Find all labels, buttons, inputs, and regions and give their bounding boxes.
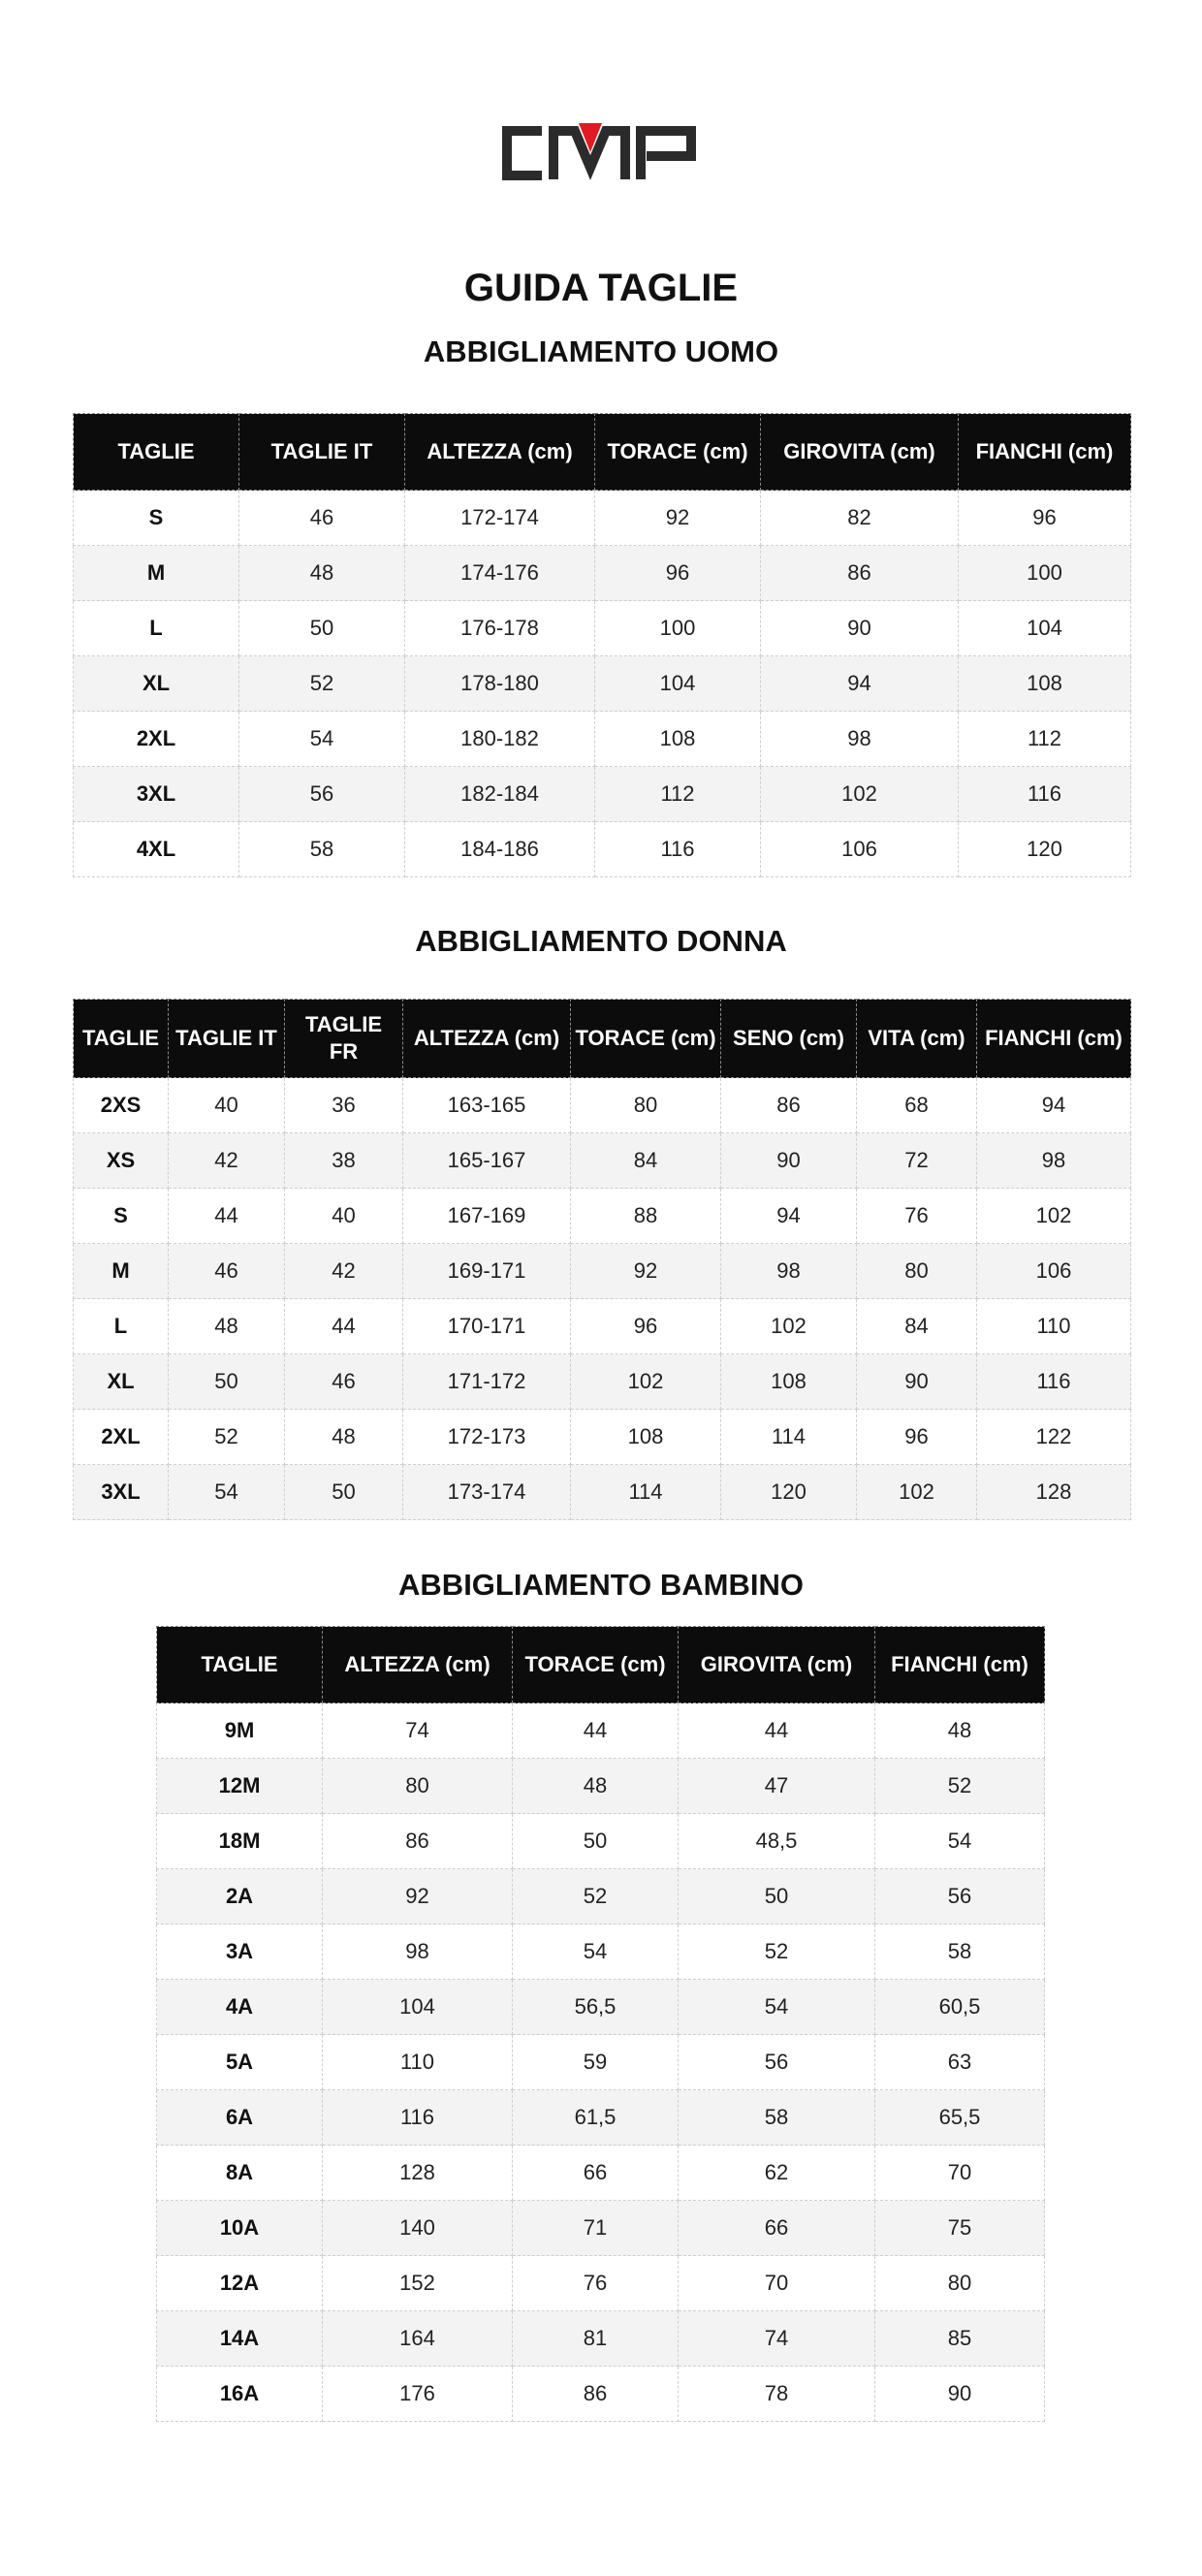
measure-cell: 104 [959, 601, 1131, 656]
size-cell: 9M [157, 1703, 323, 1759]
table-row [157, 2035, 1045, 2090]
size-cell: L [74, 1299, 169, 1354]
measure-cell: 82 [761, 491, 959, 546]
measure-cell: 81 [513, 2311, 679, 2367]
measure-cell: 98 [977, 1133, 1131, 1189]
measure-cell: 50 [513, 1814, 679, 1869]
measure-cell: 38 [285, 1133, 403, 1189]
measure-cell: 52 [679, 1924, 875, 1980]
cmp-logo [499, 123, 705, 189]
measure-cell: 44 [285, 1299, 403, 1354]
size-cell: 3XL [74, 767, 239, 822]
measure-cell: 54 [875, 1814, 1045, 1869]
measure-cell: 120 [721, 1465, 857, 1520]
size-cell: 4XL [74, 822, 239, 877]
size-cell: M [74, 546, 239, 601]
size-cell: XL [74, 1354, 169, 1410]
measure-cell: 106 [761, 822, 959, 877]
measure-cell: 78 [679, 2367, 875, 2422]
size-cell: 12A [157, 2256, 323, 2311]
measure-cell: 176 [323, 2367, 513, 2422]
measure-cell: 80 [571, 1078, 721, 1133]
measure-cell: 90 [857, 1354, 977, 1410]
table-row [157, 2256, 1045, 2311]
measure-cell: 58 [875, 1924, 1045, 1980]
measure-cell: 112 [595, 767, 761, 822]
measure-cell: 90 [761, 601, 959, 656]
measure-cell: 50 [169, 1354, 285, 1410]
section-title-uomo: ABBIGLIAMENTO UOMO [423, 334, 779, 368]
measure-cell: 54 [169, 1465, 285, 1520]
table-header-row [157, 1627, 1045, 1703]
measure-cell: 52 [169, 1410, 285, 1465]
size-cell: XS [74, 1133, 169, 1189]
measure-cell: 165-167 [403, 1133, 571, 1189]
size-table-uomo [73, 413, 1131, 877]
measure-cell: 112 [959, 712, 1131, 767]
measure-cell: 94 [761, 656, 959, 712]
measure-cell: 65,5 [875, 2090, 1045, 2146]
table-row [157, 1869, 1045, 1924]
size-cell: 4A [157, 1980, 323, 2035]
measure-cell: 52 [239, 656, 405, 712]
column-header: ALTEZZA (cm) [405, 414, 595, 491]
section-title-bambino: ABBIGLIAMENTO BAMBINO [398, 1568, 804, 1602]
measure-cell: 50 [239, 601, 405, 656]
column-header: ALTEZZA (cm) [403, 1000, 571, 1078]
measure-cell: 40 [285, 1189, 403, 1244]
table-row [74, 1133, 1131, 1189]
measure-cell: 56 [239, 767, 405, 822]
size-cell: S [74, 491, 239, 546]
size-cell: 16A [157, 2367, 323, 2422]
table-row [74, 1078, 1131, 1133]
measure-cell: 47 [679, 1759, 875, 1814]
measure-cell: 116 [977, 1354, 1131, 1410]
measure-cell: 54 [239, 712, 405, 767]
size-table-donna [73, 999, 1131, 1520]
measure-cell: 116 [959, 767, 1131, 822]
measure-cell: 92 [323, 1869, 513, 1924]
measure-cell: 104 [595, 656, 761, 712]
size-cell: S [74, 1189, 169, 1244]
measure-cell: 140 [323, 2201, 513, 2256]
measure-cell: 52 [513, 1869, 679, 1924]
measure-cell: 54 [513, 1924, 679, 1980]
column-header: TAGLIE [74, 414, 239, 491]
measure-cell: 44 [169, 1189, 285, 1244]
table-header-row [74, 1000, 1131, 1078]
size-cell: M [74, 1244, 169, 1299]
table-row [74, 546, 1131, 601]
measure-cell: 102 [761, 767, 959, 822]
table-row [74, 1410, 1131, 1465]
measure-cell: 74 [323, 1703, 513, 1759]
measure-cell: 152 [323, 2256, 513, 2311]
measure-cell: 108 [959, 656, 1131, 712]
size-cell: 2XS [74, 1078, 169, 1133]
measure-cell: 66 [679, 2201, 875, 2256]
measure-cell: 100 [595, 601, 761, 656]
measure-cell: 102 [857, 1465, 977, 1520]
size-cell: L [74, 601, 239, 656]
table-row [74, 1354, 1131, 1410]
column-header: TAGLIE FR [285, 1000, 403, 1078]
table-row [74, 767, 1131, 822]
table-row [157, 2146, 1045, 2201]
table-row [157, 2090, 1045, 2146]
table-row [74, 1465, 1131, 1520]
table-row [74, 601, 1131, 656]
measure-cell: 96 [857, 1410, 977, 1465]
table-header-row [74, 414, 1131, 491]
table-row [157, 1814, 1045, 1869]
measure-cell: 48 [239, 546, 405, 601]
measure-cell: 102 [571, 1354, 721, 1410]
measure-cell: 74 [679, 2311, 875, 2367]
measure-cell: 44 [679, 1703, 875, 1759]
measure-cell: 167-169 [403, 1189, 571, 1244]
measure-cell: 58 [239, 822, 405, 877]
measure-cell: 66 [513, 2146, 679, 2201]
table-row [157, 2201, 1045, 2256]
measure-cell: 90 [721, 1133, 857, 1189]
measure-cell: 178-180 [405, 656, 595, 712]
measure-cell: 80 [857, 1244, 977, 1299]
measure-cell: 114 [721, 1410, 857, 1465]
table-row [157, 1980, 1045, 2035]
measure-cell: 88 [571, 1189, 721, 1244]
measure-cell: 44 [513, 1703, 679, 1759]
measure-cell: 40 [169, 1078, 285, 1133]
measure-cell: 56 [875, 1869, 1045, 1924]
measure-cell: 110 [323, 2035, 513, 2090]
measure-cell: 86 [513, 2367, 679, 2422]
measure-cell: 122 [977, 1410, 1131, 1465]
size-cell: 10A [157, 2201, 323, 2256]
column-header: ALTEZZA (cm) [323, 1627, 513, 1703]
measure-cell: 116 [323, 2090, 513, 2146]
size-cell: 6A [157, 2090, 323, 2146]
measure-cell: 94 [721, 1189, 857, 1244]
table-row [74, 1189, 1131, 1244]
table-row [74, 1244, 1131, 1299]
measure-cell: 48 [285, 1410, 403, 1465]
size-cell: 8A [157, 2146, 323, 2201]
measure-cell: 104 [323, 1980, 513, 2035]
size-cell: 3XL [74, 1465, 169, 1520]
measure-cell: 46 [285, 1354, 403, 1410]
measure-cell: 42 [285, 1244, 403, 1299]
measure-cell: 46 [169, 1244, 285, 1299]
measure-cell: 62 [679, 2146, 875, 2201]
table-row [74, 1299, 1131, 1354]
measure-cell: 54 [679, 1980, 875, 2035]
measure-cell: 42 [169, 1133, 285, 1189]
measure-cell: 60,5 [875, 1980, 1045, 2035]
table-row [74, 712, 1131, 767]
measure-cell: 176-178 [405, 601, 595, 656]
measure-cell: 180-182 [405, 712, 595, 767]
measure-cell: 68 [857, 1078, 977, 1133]
measure-cell: 70 [679, 2256, 875, 2311]
size-cell: 2XL [74, 712, 239, 767]
measure-cell: 106 [977, 1244, 1131, 1299]
measure-cell: 110 [977, 1299, 1131, 1354]
measure-cell: 71 [513, 2201, 679, 2256]
measure-cell: 90 [875, 2367, 1045, 2422]
measure-cell: 98 [323, 1924, 513, 1980]
measure-cell: 98 [761, 712, 959, 767]
measure-cell: 52 [875, 1759, 1045, 1814]
measure-cell: 96 [959, 491, 1131, 546]
column-header: FIANCHI (cm) [875, 1627, 1045, 1703]
measure-cell: 108 [721, 1354, 857, 1410]
size-cell: XL [74, 656, 239, 712]
measure-cell: 80 [875, 2256, 1045, 2311]
measure-cell: 169-171 [403, 1244, 571, 1299]
column-header: TAGLIE [74, 1000, 169, 1078]
measure-cell: 58 [679, 2090, 875, 2146]
measure-cell: 48 [875, 1703, 1045, 1759]
table-row [157, 1759, 1045, 1814]
measure-cell: 108 [571, 1410, 721, 1465]
measure-cell: 76 [513, 2256, 679, 2311]
measure-cell: 164 [323, 2311, 513, 2367]
measure-cell: 61,5 [513, 2090, 679, 2146]
measure-cell: 50 [285, 1465, 403, 1520]
size-cell: 3A [157, 1924, 323, 1980]
measure-cell: 100 [959, 546, 1131, 601]
measure-cell: 120 [959, 822, 1131, 877]
measure-cell: 173-174 [403, 1465, 571, 1520]
size-cell: 2XL [74, 1410, 169, 1465]
column-header: TAGLIE IT [239, 414, 405, 491]
table-row [157, 2311, 1045, 2367]
measure-cell: 102 [977, 1189, 1131, 1244]
measure-cell: 72 [857, 1133, 977, 1189]
measure-cell: 184-186 [405, 822, 595, 877]
measure-cell: 75 [875, 2201, 1045, 2256]
measure-cell: 56 [679, 2035, 875, 2090]
measure-cell: 94 [977, 1078, 1131, 1133]
page-title: GUIDA TAGLIE [463, 267, 739, 309]
size-cell: 14A [157, 2311, 323, 2367]
measure-cell: 63 [875, 2035, 1045, 2090]
size-cell: 18M [157, 1814, 323, 1869]
column-header: TAGLIE IT [169, 1000, 285, 1078]
measure-cell: 86 [721, 1078, 857, 1133]
measure-cell: 96 [595, 546, 761, 601]
table-row [74, 656, 1131, 712]
table-row [157, 1924, 1045, 1980]
measure-cell: 80 [323, 1759, 513, 1814]
measure-cell: 172-174 [405, 491, 595, 546]
measure-cell: 102 [721, 1299, 857, 1354]
size-cell: 5A [157, 2035, 323, 2090]
table-row [74, 491, 1131, 546]
measure-cell: 163-165 [403, 1078, 571, 1133]
column-header: SENO (cm) [721, 1000, 857, 1078]
column-header: TORACE (cm) [513, 1627, 679, 1703]
measure-cell: 96 [571, 1299, 721, 1354]
column-header: TORACE (cm) [595, 414, 761, 491]
measure-cell: 128 [323, 2146, 513, 2201]
measure-cell: 70 [875, 2146, 1045, 2201]
measure-cell: 84 [857, 1299, 977, 1354]
measure-cell: 92 [595, 491, 761, 546]
measure-cell: 46 [239, 491, 405, 546]
measure-cell: 114 [571, 1465, 721, 1520]
measure-cell: 92 [571, 1244, 721, 1299]
table-row [157, 2367, 1045, 2422]
section-title-donna: ABBIGLIAMENTO DONNA [415, 924, 787, 958]
measure-cell: 171-172 [403, 1354, 571, 1410]
measure-cell: 48 [169, 1299, 285, 1354]
column-header: TAGLIE [157, 1627, 323, 1703]
column-header: GIROVITA (cm) [761, 414, 959, 491]
measure-cell: 36 [285, 1078, 403, 1133]
measure-cell: 108 [595, 712, 761, 767]
measure-cell: 85 [875, 2311, 1045, 2367]
table-row [157, 1703, 1045, 1759]
measure-cell: 86 [323, 1814, 513, 1869]
measure-cell: 48,5 [679, 1814, 875, 1869]
column-header: TORACE (cm) [571, 1000, 721, 1078]
measure-cell: 56,5 [513, 1980, 679, 2035]
size-cell: 12M [157, 1759, 323, 1814]
measure-cell: 86 [761, 546, 959, 601]
measure-cell: 182-184 [405, 767, 595, 822]
measure-cell: 76 [857, 1189, 977, 1244]
measure-cell: 48 [513, 1759, 679, 1814]
column-header: FIANCHI (cm) [977, 1000, 1131, 1078]
measure-cell: 50 [679, 1869, 875, 1924]
table-row [74, 822, 1131, 877]
measure-cell: 98 [721, 1244, 857, 1299]
measure-cell: 59 [513, 2035, 679, 2090]
column-header: GIROVITA (cm) [679, 1627, 875, 1703]
measure-cell: 116 [595, 822, 761, 877]
measure-cell: 84 [571, 1133, 721, 1189]
size-table-bambino [156, 1626, 1045, 2422]
measure-cell: 170-171 [403, 1299, 571, 1354]
column-header: FIANCHI (cm) [959, 414, 1131, 491]
measure-cell: 174-176 [405, 546, 595, 601]
measure-cell: 128 [977, 1465, 1131, 1520]
column-header: VITA (cm) [857, 1000, 977, 1078]
measure-cell: 172-173 [403, 1410, 571, 1465]
size-cell: 2A [157, 1869, 323, 1924]
